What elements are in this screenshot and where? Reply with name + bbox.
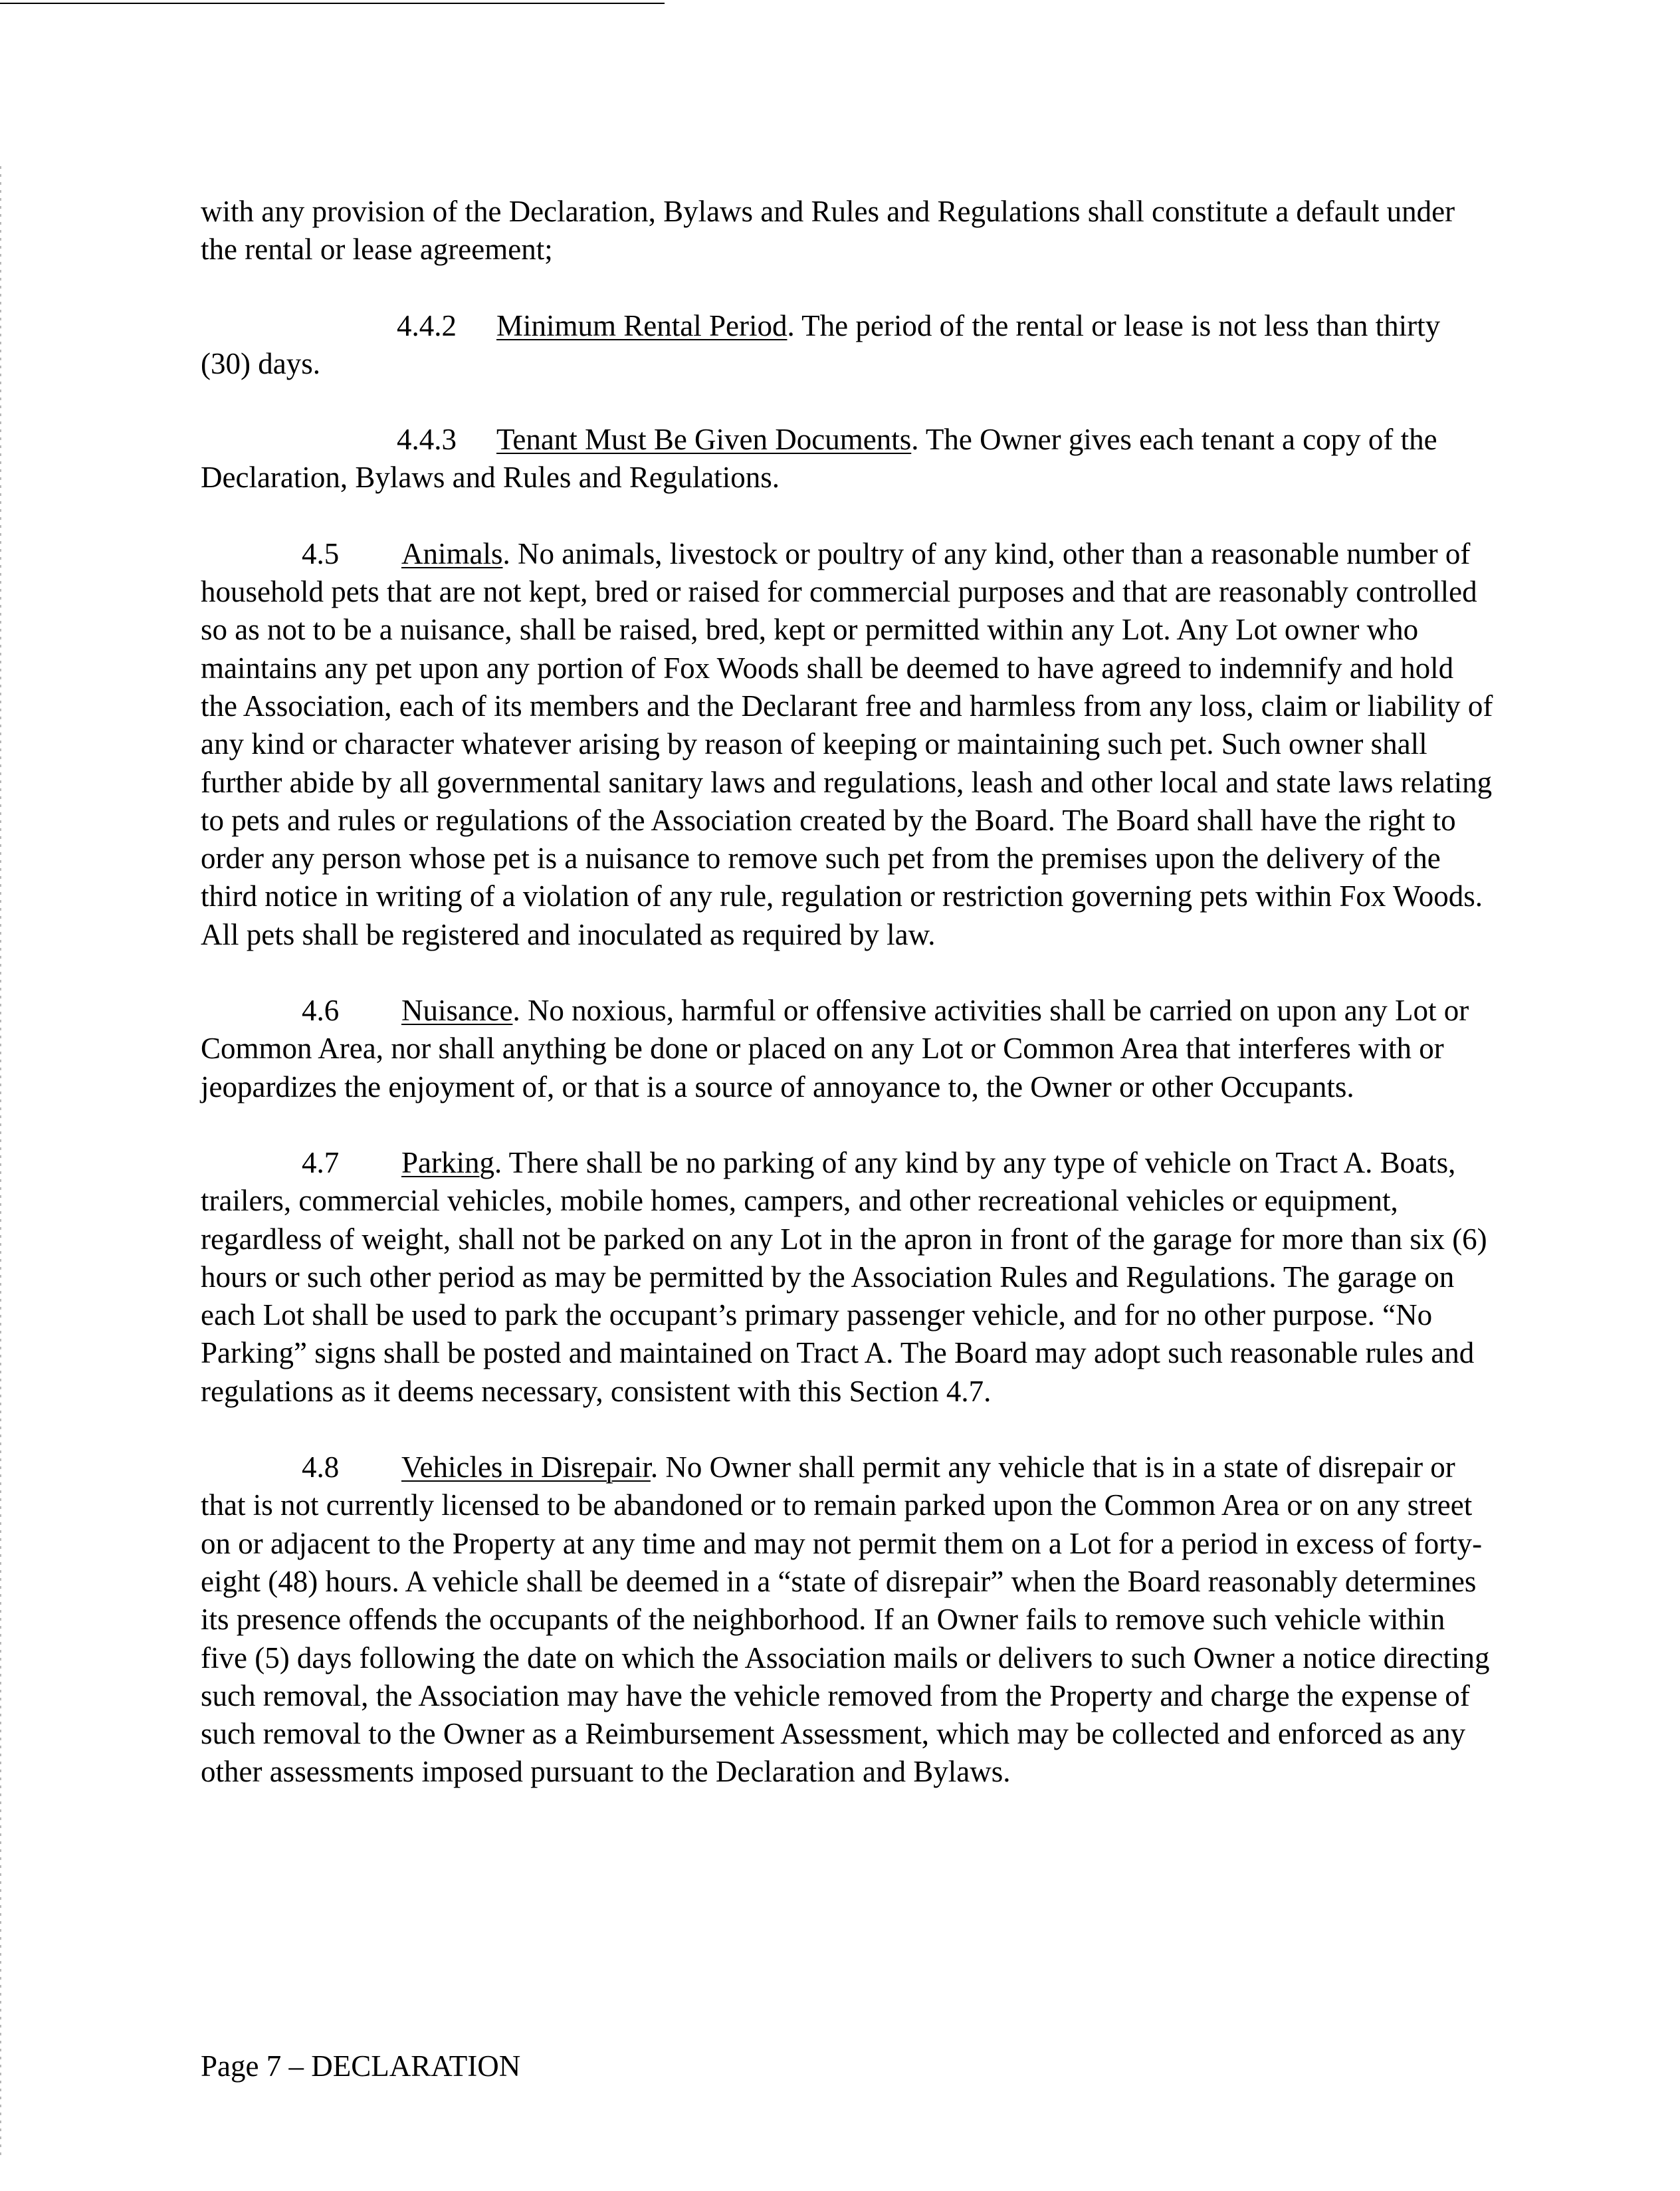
section-4-6 xyxy=(201,992,1494,1106)
continuation-text: with any provision of the Declaration, Bylaws and Rules and Regulations shall constitute a default under the rental or lease agreement; xyxy=(201,195,1455,267)
section-number: 4.4.2 xyxy=(397,308,457,342)
section-heading: Parking xyxy=(401,1145,494,1179)
section-number: 4.6 xyxy=(302,994,340,1028)
section-4-8 xyxy=(201,1448,1494,1791)
section-4-5 xyxy=(201,535,1494,954)
continuation-paragraph xyxy=(201,193,1494,269)
section-text: . No animals, livestock or poultry of any kind, other than a reasonable number of household pets that are not kept, bred or raised for commercial purposes and that are reasonably controlled so as not to be a nuisance, shall be raised, bred, kept or permitted within any Lot. Any Lot owner who maintains any pet upon any portion of Fox Woods shall be deemed to have agreed to indemnify and hold the Association, each of its members and the Declarant free and harmless from any loss, claim or liability of any kind or character whatever arising by reason of keeping or maintaining such pet. Such owner shall further abide by all governmental sanitary laws and regulations, leash and other local and state laws relating to pets and rules or regulations of the Association created by the Board. The Board shall have the right to order any person whose pet is a nuisance to remove such pet from the premises upon the delivery of the third notice in writing of a violation of any rule, regulation or restriction governing pets within Fox Woods. All pets shall be registered and inoculated as required by law. xyxy=(201,536,1493,951)
section-heading: Nuisance xyxy=(401,994,513,1028)
section-number: 4.4.3 xyxy=(397,423,457,457)
left-scan-edge xyxy=(0,166,1,2160)
section-text: . There shall be no parking of any kind by any type of vehicle on Tract A. Boats, trailers, commercial vehicles, mobile homes, campers, and other recreational vehicles or equipment, regardless of weight, shall not be parked on any Lot in the apron in front of the garage for more than six (6) hours or such other period as may be permitted by the Association Rules and Regulations. The garage on each Lot shall be used to park the occupant’s primary passenger vehicle, and for no other purpose. “No Parking” signs shall be posted and maintained on Tract A. The Board may adopt such reasonable rules and regulations as it deems necessary, consistent with this Section 4.7. xyxy=(201,1145,1487,1408)
section-number: 4.5 xyxy=(302,536,340,570)
section-4-4-3 xyxy=(201,421,1494,497)
section-text: . The Owner gives each tenant a copy of the Declaration, Bylaws and Rules and Regulations. xyxy=(201,423,1437,495)
section-number: 4.7 xyxy=(302,1145,340,1179)
top-scan-rule xyxy=(0,3,665,4)
section-text: . The period of the rental or lease is not less than thirty (30) days. xyxy=(201,308,1441,380)
section-heading: Vehicles in Disrepair xyxy=(401,1450,651,1484)
section-4-7 xyxy=(201,1144,1494,1411)
page-footer: Page 7 – DECLARATION xyxy=(201,2049,521,2083)
section-heading: Minimum Rental Period xyxy=(496,308,788,342)
section-4-4-2 xyxy=(201,307,1494,384)
section-heading: Tenant Must Be Given Documents xyxy=(496,423,912,457)
section-heading: Animals xyxy=(401,536,503,570)
section-text: . No Owner shall permit any vehicle that is in a state of disrepair or that is not currently licensed to be abandoned or to remain parked upon the Common Area or on any street on or adjacent to the Property at any time and may not permit them on a Lot for a period in excess of forty-eight (48) hours. A vehicle shall be deemed in a “state of disrepair” when the Board reasonably determines its presence offends the occupants of the neighborhood. If an Owner fails to remove such vehicle within five (5) days following the date on which the Association mails or delivers to such Owner a notice directing such removal, the Association may have the vehicle removed from the Property and charge the expense of such removal to the Owner as a Reimbursement Assessment, which may be collected and enforced as any other assessments imposed pursuant to the Declaration and Bylaws. xyxy=(201,1450,1490,1789)
section-text: . No noxious, harmful or offensive activities shall be carried on upon any Lot or Common Area, nor shall anything be done or placed on any Lot or Common Area that interferes with or jeopardizes the enjoyment of, or that is a source of annoyance to, the Owner or other Occupants. xyxy=(201,994,1469,1103)
document-body xyxy=(201,193,1494,1829)
section-number: 4.8 xyxy=(302,1450,340,1484)
